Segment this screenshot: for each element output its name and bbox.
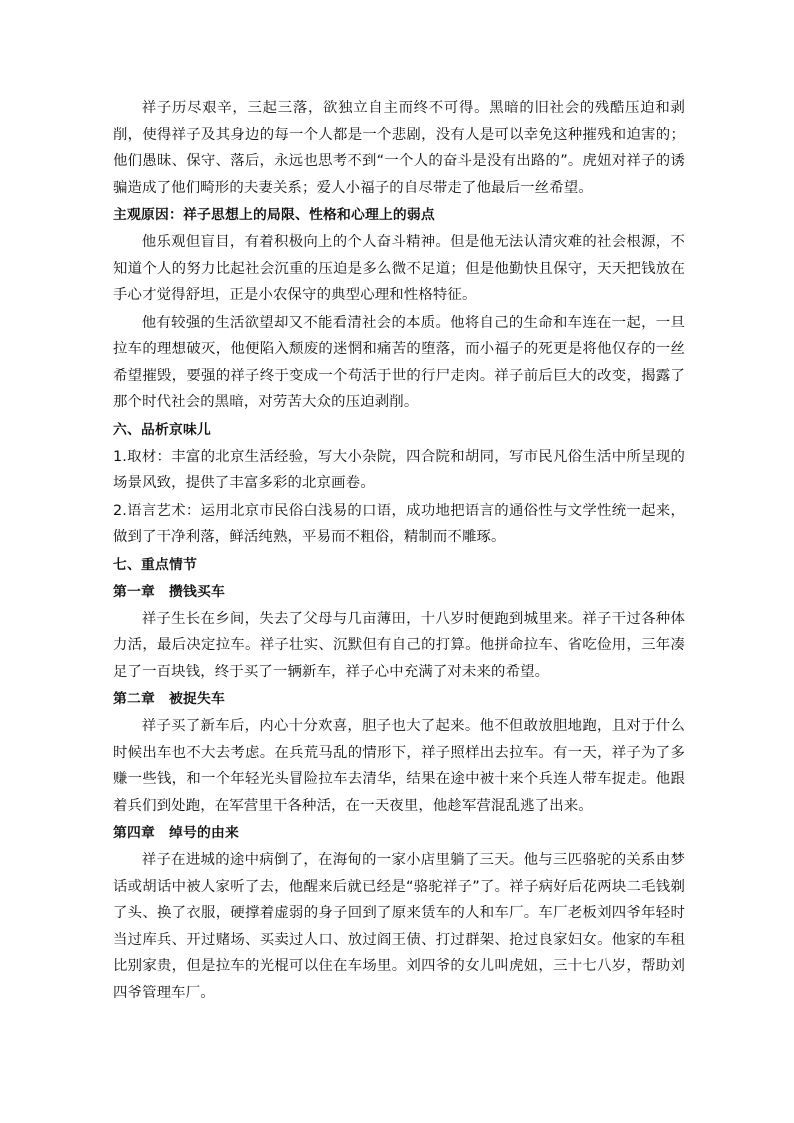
chapter-spacer (155, 825, 169, 841)
heading-chapter-two (113, 686, 685, 712)
heading-section-seven: 七、重点情节 (113, 556, 197, 573)
chapter-number: 第四章 (113, 825, 155, 841)
paragraph-tragedy-intro: 祥子历尽艰辛，三起三落，欲独立自主而终不可得。黑暗的旧社会的残酷压迫和剥削，使得祥子及其身边的每一个人都是一个悲剧，没有人是可以幸免这种摧残和迫害的；他们愚昧、保守、落后，永远也思考不到“一个人的奋斗是没有出路的”。虎妞对祥子的诱骗造成了他们畸形的夫妻关系；爱人小福子的自尽带走了他最后一丝希望。 (113, 100, 685, 196)
list-item-material: 1.取材：丰富的北京生活经验，写大小杂院，四合院和胡同，写市民凡俗生活中所呈现的场景风致，提供了丰富多彩的北京画卷。 (113, 448, 685, 491)
chapter-title: 被捉失车 (169, 691, 225, 707)
paragraph-chapter-two: 祥子买了新车后，内心十分欢喜，胆子也大了起来。他不但敢放胆地跑，且对于什么时候出车也不大去考虑。在兵荒马乱的情形下，祥子照样出去拉车。有一天，祥子为了多赚一些钱，和一个年轻光头冒险拉车去清华，结果在途中被十来个兵连人带车捉走。他跟着兵们到处跑，在军营里干各种活，在一天夜里，他趁军营混乱逃了出来。 (113, 718, 685, 814)
chapter-title: 攒钱买车 (169, 583, 225, 600)
paragraph-chapter-one: 祥子生长在乡间，失去了父母与几亩薄田，十八岁时便跑到城里来。祥子干过各种体力活，最后决定拉车。祥子壮实、沉默但有自己的打算。他拼命拉车、省吃俭用，三年凑足了一百块钱，终于买了一辆新车，祥子心中充满了对未来的希望。 (113, 610, 685, 680)
heading-subjective-reasons: 主观原因：祥子思想上的局限、性格和心理上的弱点 (113, 207, 435, 223)
document-page (113, 95, 685, 1007)
heading-section-six: 六、品析京味儿 (113, 421, 211, 438)
chapter-number: 第一章 (113, 583, 155, 600)
chapter-spacer (155, 691, 169, 707)
chapter-spacer (155, 584, 169, 600)
paragraph-chapter-four: 祥子在进城的途中病倒了，在海甸的一家小店里躺了三天。他与三匹骆驼的关系由梦话或胡话中被人家听了去，他醒来后就已经是“骆驼祥子”了。祥子病好后花两块二毛钱剃了头、换了衣服，硬撑着虚弱的身子回到了原来赁车的人和车厂。车厂老板刘四爷年轻时当过库兵、开过赌场、买卖过人口、放过阎王债、打过群架、抢过良家妇女。他家的车租比别家贵，但是拉车的光棍可以住在车场里。刘四爷的女儿叫虎妞，三十七八岁，帮助刘四爷管理车厂。 (113, 852, 685, 1001)
heading-chapter-one (113, 579, 685, 605)
chapter-number: 第二章 (113, 691, 155, 707)
paragraph-optimism: 他乐观但盲目，有着积极向上的个人奋斗精神。但是他无法认清灾难的社会根源，不知道个人的努力比起社会沉重的压迫是多么微不足道；但是他勤快且保守，天天把钱放在手心才觉得舒坦，正是小农保守的典型心理和性格特征。 (113, 234, 685, 303)
heading-chapter-four (113, 820, 685, 846)
chapter-title: 绰号的由来 (169, 825, 239, 841)
list-item-language: 2.语言艺术：运用北京市民俗白浅易的口语，成功地把语言的通俗性与文学性统一起来，做到了干净利落，鲜活纯熟，平易而不粗俗，精制而不雕琢。 (113, 502, 685, 545)
paragraph-desire: 他有较强的生活欲望却又不能看清社会的本质。他将自己的生命和车连在一起，一旦拉车的理想破灭，他便陷入颓废的迷惘和痛苦的堕落，而小福子的死更是将他仅存的一丝希望摧毁，要强的祥子终于变成一个苟活于世的行尸走肉。祥子前后巨大的改变，揭露了那个时代社会的黑暗，对劳苦大众的压迫剥削。 (113, 314, 685, 410)
